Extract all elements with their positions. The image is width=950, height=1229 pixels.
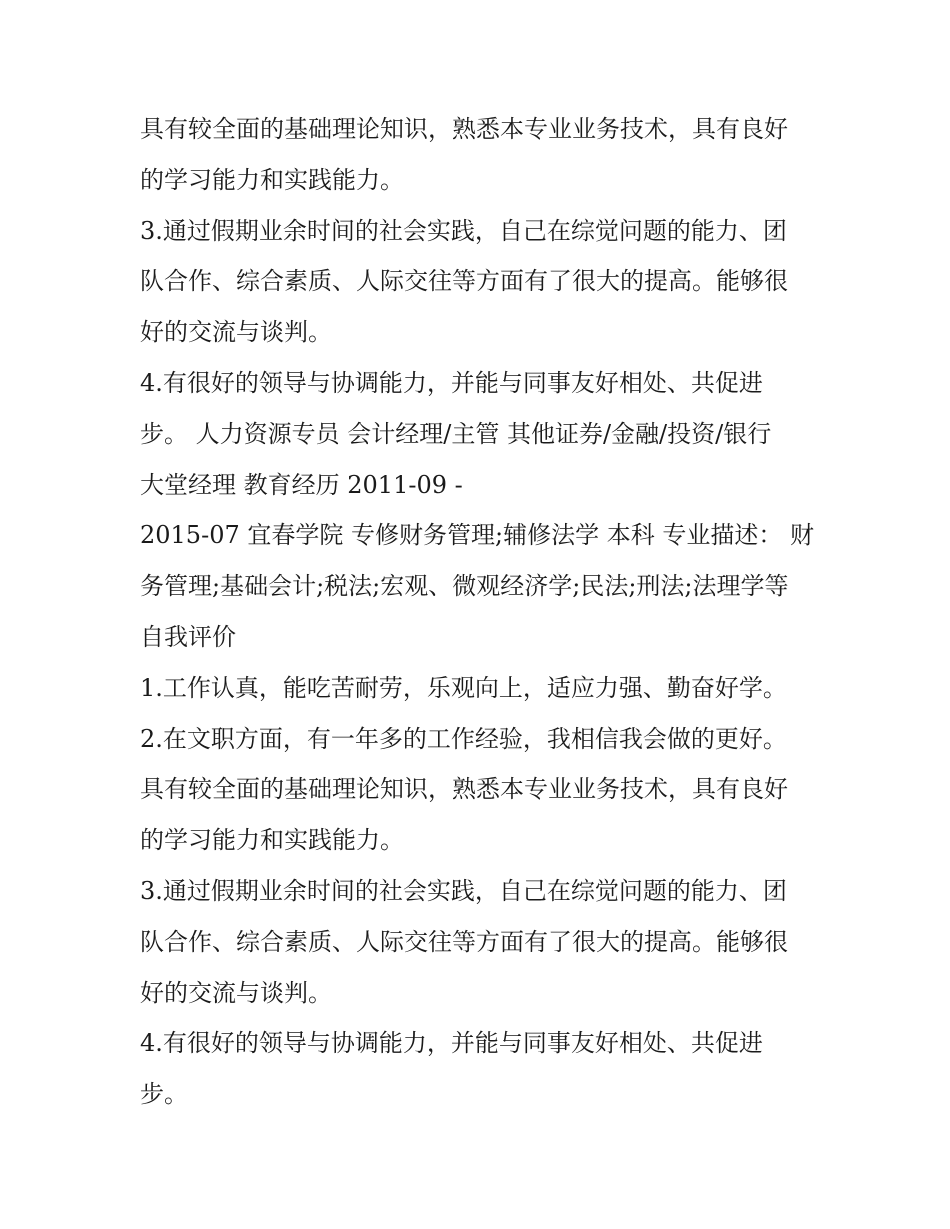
text-line: 3.通过假期业余时间的社会实践，自己在综觉问题的能力、团 — [140, 876, 787, 905]
text-line: 3.通过假期业余时间的社会实践，自己在综觉问题的能力、团 — [140, 216, 787, 245]
section-heading: 自我评价 — [140, 622, 236, 651]
text-line: 大堂经理 教育经历 2011-09 - — [140, 470, 463, 499]
text-line: 4.有很好的领导与协调能力，并能与同事友好相处、共促进 — [140, 368, 763, 397]
text-line: 好的交流与谈判。 — [140, 318, 332, 347]
text-line: 具有较全面的基础理论知识，熟悉本专业业务技术，具有良好 — [140, 115, 788, 143]
text-line: 1.工作认真，能吃苦耐劳，乐观向上，适应力强、勤奋好学。 — [140, 673, 787, 702]
text-line: 好的交流与谈判。 — [140, 978, 332, 1007]
text-line: 步。 人力资源专员 会计经理/主管 其他证券/金融/投资/银行 — [140, 419, 772, 448]
text-line: 2.在文职方面，有一年多的工作经验，我相信我会做的更好。 — [140, 724, 787, 753]
text-line: 具有较全面的基础理论知识，熟悉本专业业务技术，具有良好 — [140, 775, 788, 804]
text-line: 的学习能力和实践能力。 — [140, 826, 404, 855]
text-line: 的学习能力和实践能力。 — [140, 165, 404, 194]
text-line: 4.有很好的领导与协调能力，并能与同事友好相处、共促进 — [140, 1029, 763, 1058]
text-line: 务管理;基础会计;税法;宏观、微观经济学;民法;刑法;法理学等 — [140, 572, 789, 601]
text-line: 队合作、综合素质、人际交往等方面有了很大的提高。能够很 — [140, 927, 788, 956]
text-line: 队合作、综合素质、人际交往等方面有了很大的提高。能够很 — [140, 267, 788, 296]
text-line: 2015-07 宜春学院 专修财务管理;辅修法学 本科 专业描述： 财 — [140, 521, 814, 550]
document-body-text — [140, 104, 830, 1120]
text-line: 步。 — [140, 1080, 188, 1109]
